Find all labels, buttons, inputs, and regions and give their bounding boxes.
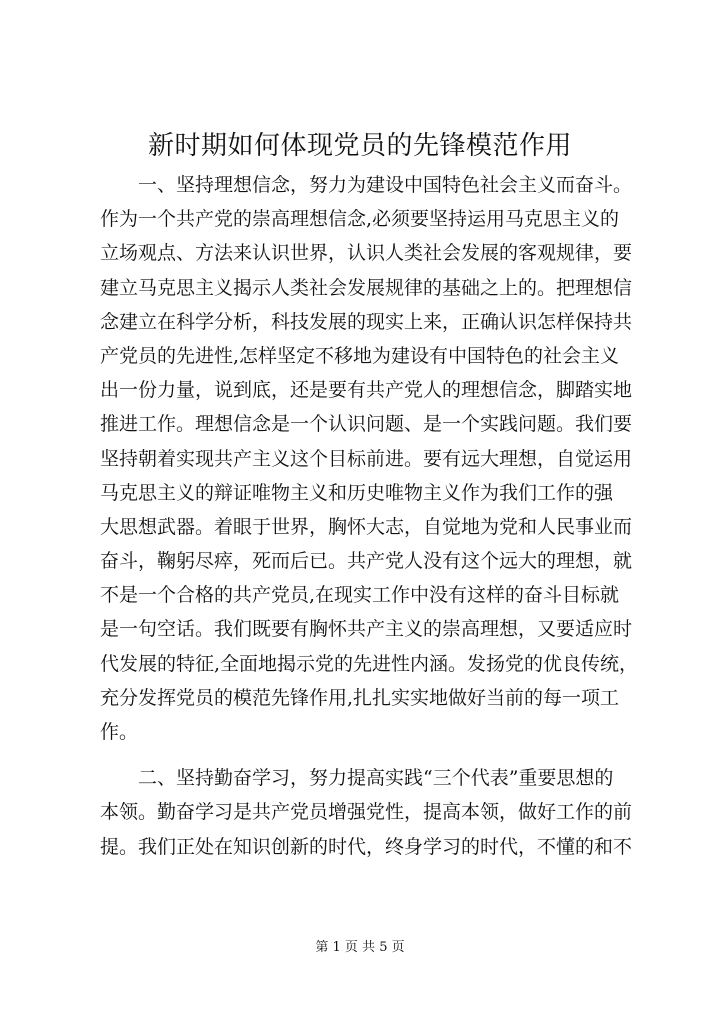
- text-line: 立场观点、方法来认识世界，认识人类社会发展的客观规律，要: [100, 242, 633, 265]
- document-body: [100, 168, 645, 864]
- text-line: 奋斗，鞠躬尽瘁，死而后已。共产党人没有这个远大的理想，就: [100, 550, 633, 573]
- text-line: 念建立在科学分析，科技发展的现实上来，正确认识怎样保持共: [100, 310, 633, 333]
- text-line: 代发展的特征,全面地揭示党的先进性内涵。发扬党的优良传统，: [100, 652, 639, 675]
- text-line: 出一份力量，说到底，还是要有共产党人的理想信念，脚踏实地: [100, 379, 633, 402]
- paragraph-2: [100, 761, 645, 864]
- text-line: 提。我们正处在知识创新的时代，终身学习的时代，不懂的和不: [100, 835, 633, 858]
- text-line: 充分发挥党员的模范先锋作用,扎扎实实地做好当前的每一项工: [100, 686, 620, 709]
- text-line: 马克思主义的辩证唯物主义和历史唯物主义作为我们工作的强: [100, 481, 614, 504]
- text-line: 二、坚持勤奋学习，努力提高实践“三个代表”重要思想的: [138, 767, 614, 790]
- text-line: 本领。勤奋学习是共产党员增强党性，提高本领，做好工作的前: [100, 801, 633, 824]
- text-line: 一、坚持理想信念，努力为建设中国特色社会主义而奋斗。: [138, 174, 633, 196]
- text-line: 建立马克思主义揭示人类社会发展规律的基础之上的。把理想信: [100, 276, 633, 299]
- text-line: 大思想武器。着眼于世界，胸怀大志，自觉地为党和人民事业而: [100, 515, 633, 538]
- page-footer: 第 1 页 共 5 页: [315, 940, 405, 955]
- text-line: 作。: [100, 721, 139, 743]
- text-line: 坚持朝着实现共产主义这个目标前进。要有远大理想，自觉运用: [100, 447, 633, 470]
- document-title: 新时期如何体现党员的先锋模范作用: [147, 131, 572, 161]
- text-line: 作为一个共产党的崇高理想信念,必须要坚持运用马克思主义的: [100, 208, 620, 231]
- text-line: 推进工作。理想信念是一个认识问题、是一个实践问题。我们要: [100, 413, 633, 436]
- text-line: 产党员的先进性,怎样坚定不移地为建设有中国特色的社会主义: [100, 344, 620, 367]
- paragraph-1: [100, 168, 645, 749]
- text-line: 不是一个合格的共产党员,在现实工作中没有这样的奋斗目标就: [100, 584, 620, 607]
- text-line: 是一句空话。我们既要有胸怀共产主义的崇高理想，又要适应时: [100, 618, 633, 641]
